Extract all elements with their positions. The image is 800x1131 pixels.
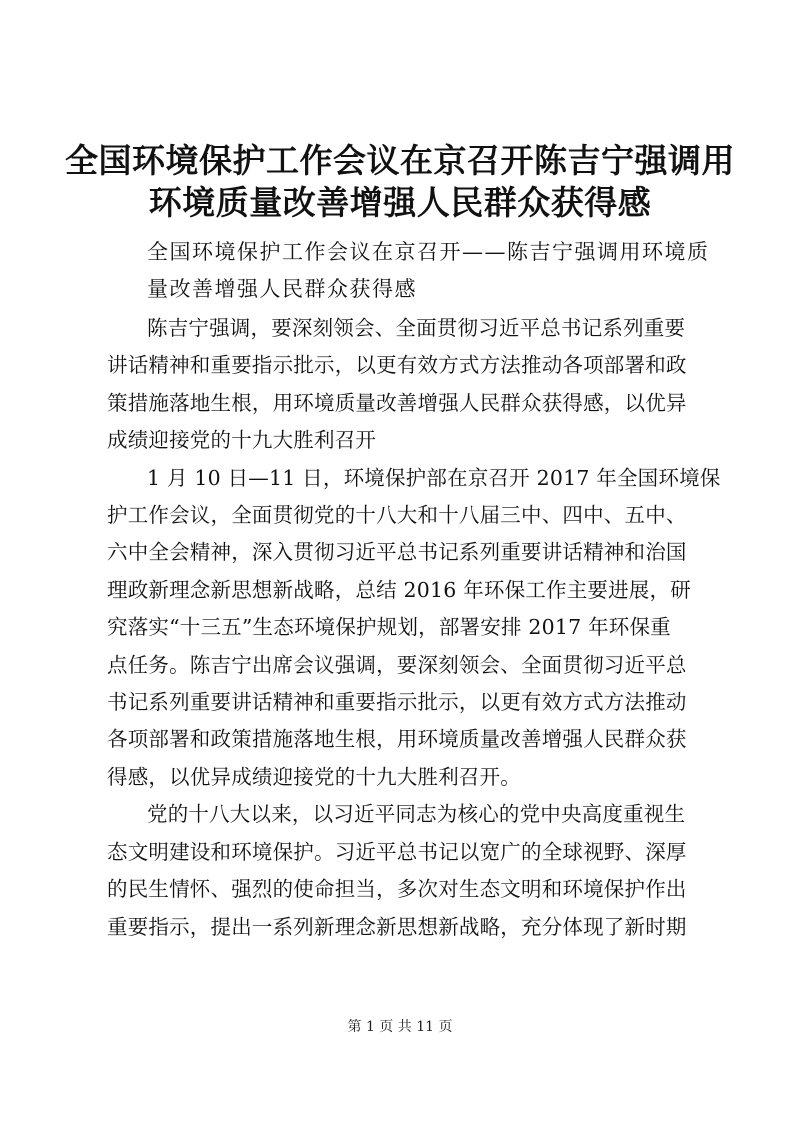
paragraph-line: 得感，以优异成绩迎接党的十九大胜利召开。 (107, 764, 521, 789)
paragraph-line: 护工作会议，全面贯彻党的十八大和十八届三中、四中、五中、 (107, 503, 687, 528)
paragraph-line: 理政新理念新思想新战略，总结 2016 年环保工作主要进展，研 (107, 577, 691, 602)
page-footer: 第 1 页 共 11 页 (347, 1019, 453, 1035)
document-body (107, 310, 721, 946)
paragraph-line: 究落实“十三五”生态环境保护规划，部署安排 2017 年环保重 (107, 615, 671, 640)
paragraph-line: 各项部署和政策措施落地生根，用环境质量改善增强人民群众获 (107, 727, 687, 752)
paragraph-line: 的民生情怀、强烈的使命担当，多次对生态文明和环境保护作出 (107, 877, 687, 902)
paragraph-line: 成绩迎接党的十九大胜利召开 (107, 428, 377, 453)
title-line: 环境质量改善增强人民群众获得感 (148, 183, 652, 222)
paragraph-line: 点任务。陈吉宁出席会议强调，要深刻领会、全面贯彻习近平总 (107, 652, 687, 677)
subtitle-line: 量改善增强人民群众获得感 (147, 277, 417, 301)
paragraph-line: 态文明建设和环境保护。习近平总书记以宽广的全球视野、深厚 (107, 839, 687, 864)
subtitle-line: 全国环境保护工作会议在京召开——陈吉宁强调用环境质 (147, 240, 710, 264)
paragraph (107, 460, 721, 797)
paragraph-line: 讲话精神和重要指示批示，以更有效方式方法推动各项部署和政 (107, 353, 687, 378)
title-line: 全国环境保护工作会议在京召开陈吉宁强调用 (65, 141, 735, 180)
paragraph-line: 陈吉宁强调，要深刻领会、全面贯彻习近平总书记系列重要 (147, 316, 686, 340)
document-title (0, 140, 800, 224)
paragraph-line: 党的十八大以来，以习近平同志为核心的党中央高度重视生 (147, 802, 686, 827)
paragraph (107, 310, 707, 460)
paragraph-line: 书记系列重要讲话精神和重要指示批示，以更有效方式方法推动 (107, 690, 687, 715)
paragraph-line: 重要指示，提出一系列新理念新思想新战略，充分体现了新时期 (107, 914, 687, 939)
paragraph-line: 1 月 10 日—11 日，环境保护部在京召开 2017 年全国环境保 (147, 465, 721, 490)
paragraph-line: 六中全会精神，深入贯彻习近平总书记系列重要讲话精神和治国 (107, 540, 687, 565)
paragraph (107, 796, 707, 946)
paragraph-line: 策措施落地生根，用环境质量改善增强人民群众获得感，以优异 (107, 390, 687, 415)
document-subtitle (147, 234, 710, 308)
